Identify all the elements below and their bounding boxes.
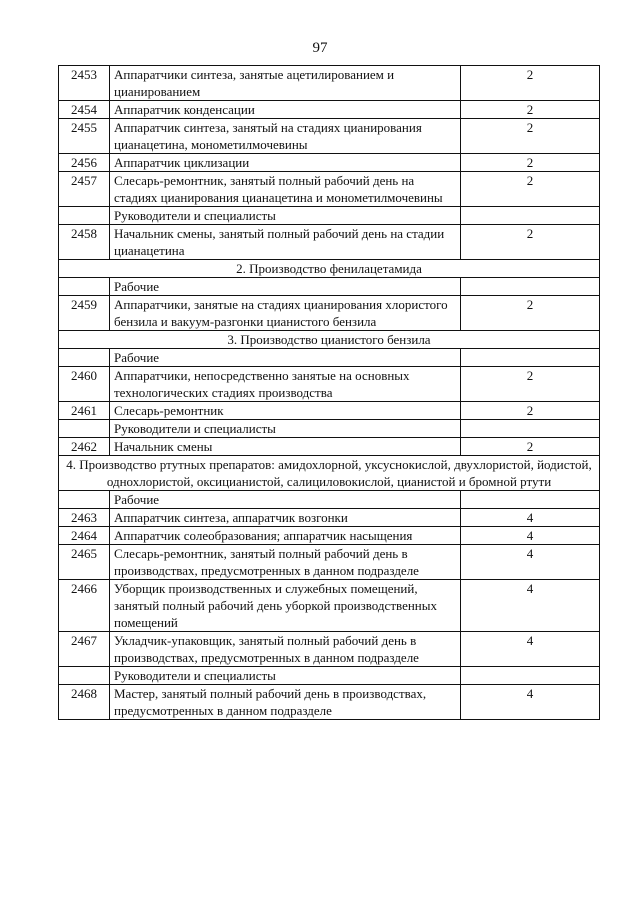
row-number: 2463 [59, 509, 110, 527]
section-header: 3. Производство цианистого бензила [59, 331, 600, 349]
row-title: Аппаратчик циклизации [110, 154, 461, 172]
row-value: 4 [461, 527, 600, 545]
row-number: 2454 [59, 101, 110, 119]
row-number: 2459 [59, 296, 110, 331]
group-header: Рабочие [110, 349, 461, 367]
group-header: Рабочие [110, 278, 461, 296]
table-row [59, 685, 600, 720]
table-row [59, 509, 600, 527]
row-number: 2456 [59, 154, 110, 172]
empty-cell [461, 349, 600, 367]
table-row [59, 172, 600, 207]
table-row [59, 545, 600, 580]
row-title: Начальник смены [110, 438, 461, 456]
row-number: 2461 [59, 402, 110, 420]
row-number: 2460 [59, 367, 110, 402]
row-value: 4 [461, 685, 600, 720]
group-header-row [59, 420, 600, 438]
empty-cell [59, 349, 110, 367]
row-value: 2 [461, 296, 600, 331]
row-value: 2 [461, 402, 600, 420]
empty-cell [59, 420, 110, 438]
group-header-row [59, 349, 600, 367]
row-title: Аппаратчик конденсации [110, 101, 461, 119]
empty-cell [461, 667, 600, 685]
group-header: Руководители и специалисты [110, 207, 461, 225]
row-title: Аппаратчики синтеза, занятые ацетилированием и цианированием [110, 66, 461, 101]
group-header-row [59, 207, 600, 225]
table-row [59, 527, 600, 545]
group-header-row [59, 491, 600, 509]
row-title: Слесарь-ремонтник, занятый полный рабочий день на стадиях цианирования цианацетина и монометилмочевины [110, 172, 461, 207]
row-title: Аппаратчик солеобразования; аппаратчик насыщения [110, 527, 461, 545]
table-row [59, 367, 600, 402]
row-title: Аппаратчик синтеза, аппаратчик возгонки [110, 509, 461, 527]
table-row [59, 119, 600, 154]
row-title: Начальник смены, занятый полный рабочий день на стадии цианацетина [110, 225, 461, 260]
row-title: Аппаратчики, занятые на стадиях цианирования хлористого бензила и вакуум-разгонки цианистого бензила [110, 296, 461, 331]
table-row [59, 66, 600, 101]
table-row [59, 438, 600, 456]
section-header: 4. Производство ртутных препаратов: амидохлорной, уксуснокислой, двухлористой, йодистой, однохлористой, оксицианистой, салициловокислой, цианистой и бромной ртути [59, 456, 600, 491]
row-number: 2468 [59, 685, 110, 720]
empty-cell [59, 491, 110, 509]
empty-cell [461, 207, 600, 225]
group-header: Рабочие [110, 491, 461, 509]
row-title: Аппаратчики, непосредственно занятые на основных технологических стадиях производства [110, 367, 461, 402]
section-header-row [59, 456, 600, 491]
row-title: Уборщик производственных и служебных помещений, занятый полный рабочий день уборкой производственных помещений [110, 580, 461, 632]
row-value: 2 [461, 172, 600, 207]
row-value: 4 [461, 580, 600, 632]
row-value: 4 [461, 509, 600, 527]
row-number: 2455 [59, 119, 110, 154]
row-value: 2 [461, 438, 600, 456]
empty-cell [59, 278, 110, 296]
row-value: 4 [461, 545, 600, 580]
row-number: 2466 [59, 580, 110, 632]
positions-table [58, 65, 600, 720]
row-number: 2457 [59, 172, 110, 207]
group-header: Руководители и специалисты [110, 667, 461, 685]
row-number: 2462 [59, 438, 110, 456]
group-header-row [59, 667, 600, 685]
row-number: 2467 [59, 632, 110, 667]
table-row [59, 225, 600, 260]
row-value: 4 [461, 632, 600, 667]
row-value: 2 [461, 119, 600, 154]
row-value: 2 [461, 66, 600, 101]
row-title: Укладчик-упаковщик, занятый полный рабочий день в производствах, предусмотренных в данном подразделе [110, 632, 461, 667]
row-value: 2 [461, 101, 600, 119]
table-row [59, 101, 600, 119]
table-row [59, 296, 600, 331]
row-title: Аппаратчик синтеза, занятый на стадиях цианирования цианацетина, монометилмочевины [110, 119, 461, 154]
section-header-row [59, 260, 600, 278]
row-number: 2465 [59, 545, 110, 580]
row-number: 2453 [59, 66, 110, 101]
row-number: 2464 [59, 527, 110, 545]
table-row [59, 402, 600, 420]
section-header-row [59, 331, 600, 349]
empty-cell [461, 491, 600, 509]
page-number: 97 [312, 40, 328, 56]
empty-cell [461, 420, 600, 438]
group-header: Руководители и специалисты [110, 420, 461, 438]
row-value: 2 [461, 225, 600, 260]
table-row [59, 580, 600, 632]
row-value: 2 [461, 367, 600, 402]
group-header-row [59, 278, 600, 296]
row-value: 2 [461, 154, 600, 172]
row-title: Слесарь-ремонтник, занятый полный рабочий день в производствах, предусмотренных в данном подразделе [110, 545, 461, 580]
table-row [59, 154, 600, 172]
empty-cell [59, 667, 110, 685]
row-title: Слесарь-ремонтник [110, 402, 461, 420]
section-header: 2. Производство фенилацетамида [59, 260, 600, 278]
empty-cell [461, 278, 600, 296]
empty-cell [59, 207, 110, 225]
row-title: Мастер, занятый полный рабочий день в производствах, предусмотренных в данном подразделе [110, 685, 461, 720]
table-row [59, 632, 600, 667]
row-number: 2458 [59, 225, 110, 260]
